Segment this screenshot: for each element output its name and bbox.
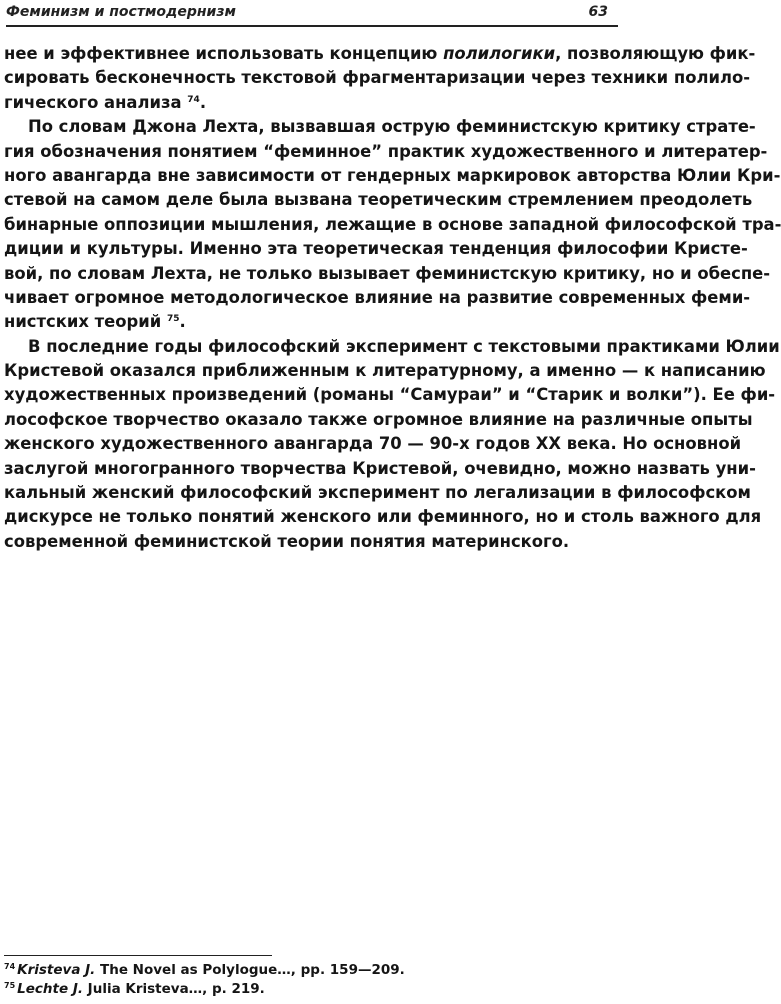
text-line: гия обозначения понятием “феминное” практик художественного и литератер-	[4, 141, 768, 161]
text-line	[4, 42, 756, 66]
text-run: гического анализа	[4, 92, 182, 112]
running-header	[6, 2, 614, 24]
text-run: .	[179, 312, 186, 332]
text-line: Кристевой оказался приближенным к литературному, а именно — к написанию	[4, 361, 766, 381]
text-line: бинарные оппозиции мышления, лежащие в основе западной философской тра-	[4, 214, 781, 234]
footnote-rule	[4, 955, 272, 956]
emphasis-term: полилогики	[443, 44, 556, 63]
text-line: ного авангарда вне зависимости от гендерных маркировок авторства Юлии Кри-	[4, 165, 781, 185]
text-line: сировать бесконечность текстовой фрагментаризации через техники полило-	[4, 68, 751, 88]
footnote-item	[4, 980, 604, 999]
footnote-number: 74	[4, 962, 16, 971]
footnote-ref: 74	[187, 94, 200, 105]
running-title: Феминизм и постмодернизм	[6, 4, 236, 20]
text-line: заслугой многогранного творчества Кристевой, очевидно, можно назвать уни-	[4, 458, 756, 478]
text-line	[4, 91, 616, 115]
text-line	[4, 310, 616, 334]
text-line: дискурсе не только понятий женского или феминного, но и столь важного для	[4, 507, 762, 527]
text-line: В последние годы философский эксперимент с текстовыми практиками Юлии	[28, 336, 780, 356]
text-line: кальный женский философский эксперимент по легализации в философском	[4, 483, 751, 503]
text-line: чивает огромное методологическое влияние на развитие современных феми-	[4, 287, 751, 307]
text-line: вой, по словам Лехта, не только вызывает феминистскую критику, но и обеспе-	[4, 263, 771, 283]
footnotes	[4, 961, 604, 999]
text-line: По словам Джона Лехта, вызвавшая острую феминистскую критику страте-	[28, 117, 756, 137]
text-line: стевой на самом деле была вызвана теоретическим стремлением преодолеть	[4, 190, 753, 210]
footnote-author: Kristeva J.	[17, 962, 96, 978]
page-number: 63	[588, 4, 608, 20]
header-rule	[6, 25, 618, 27]
text-line: диции и культуры. Именно эта теоретическая тенденция философии Кристе-	[4, 239, 748, 259]
footnote-text: The Novel as Polylogue…, pp. 159—209.	[95, 962, 405, 978]
text-run: , позволяющую фик-	[555, 44, 756, 63]
text-line: женского художественного авангарда 70 — 90-х годов XX века. Но основной	[4, 434, 742, 454]
text-run: нее и эффективнее использовать концепцию	[4, 44, 444, 63]
text-run: .	[199, 92, 207, 112]
footnote-item	[4, 961, 604, 980]
footnote-ref: 75	[166, 314, 180, 325]
text-line: лософское творчество оказало также огромное влияние на различные опыты	[4, 409, 753, 429]
footnote-author: Lechte J.	[17, 981, 83, 997]
footnote-number: 75	[4, 981, 16, 990]
main-text	[4, 42, 781, 554]
text-run: нистских теорий	[4, 312, 162, 332]
text-line: современной феминистской теории понятия материнского.	[4, 531, 570, 551]
text-line: художественных произведений (романы “Самураи” и “Старик и волки”). Ее фи-	[4, 385, 776, 405]
footnote-text: Julia Kristeva…, p. 219.	[82, 981, 265, 997]
